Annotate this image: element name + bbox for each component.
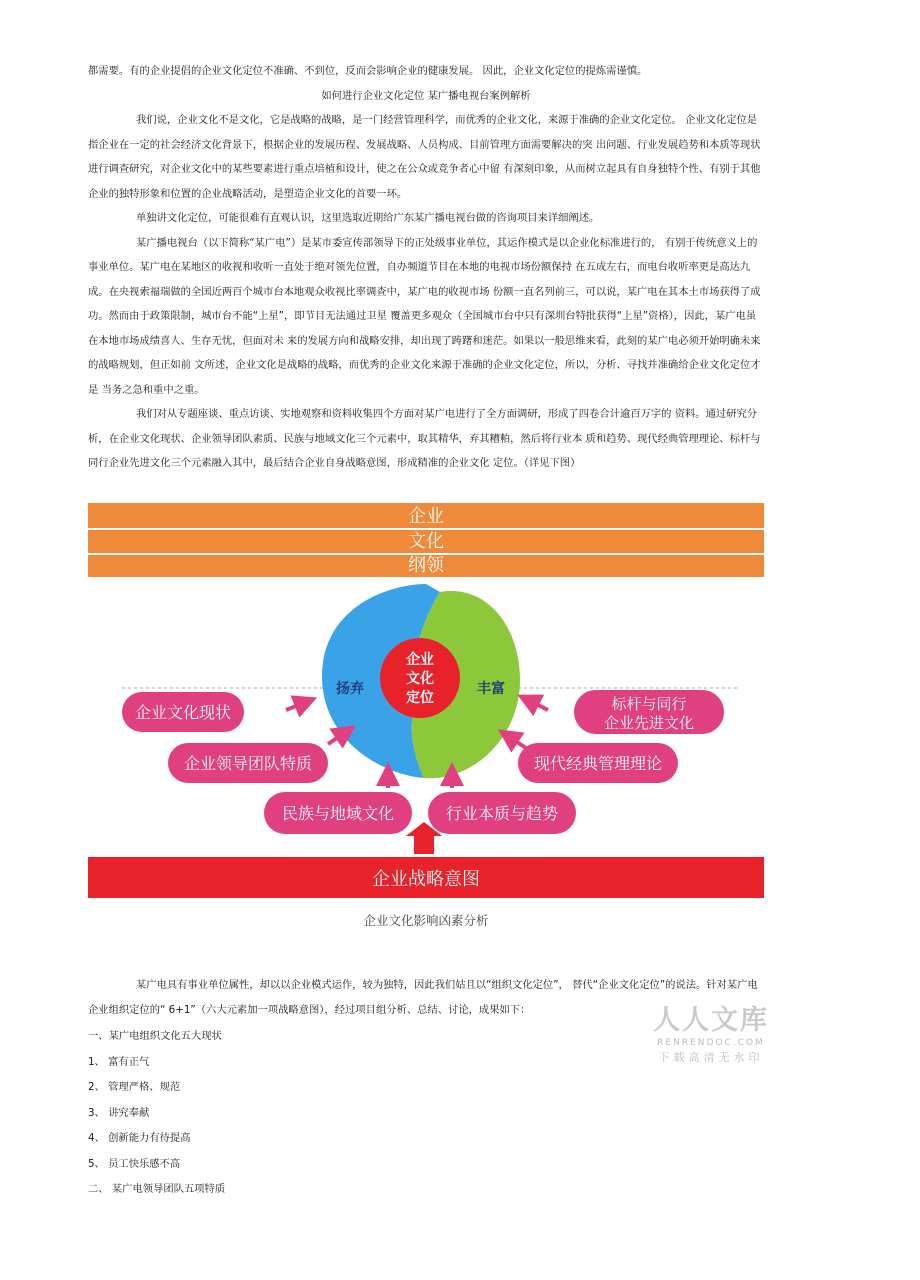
paragraph-definition: 我们说，企业文化不是文化，它是战略的战略，是一门经营管理科学，而优秀的企业文化，来源于准确的企业文化定位。 企业文化定位是指企业在一定的社会经济文化背景下，根据企业的发展历程、发展战略、人员构成、目前管理方面需要解决的突 出问题、行业发展趋势和本质等现状进行调查研究，对企业文化中的某些要素进行重点培植和设计，使之在公众或竞争者心中留 有深刻印象，从而树立起具有自身独特个性、有别于其他企业的独特形象和位置的企业战略活动，是塑造企业文化的首要一环。 [88,114,761,200]
list-item: 2、 管理严格、规范 [88,1081,181,1093]
list-item: 3、 讲究奉献 [88,1106,150,1119]
list-item: 1、 富有正气 [88,1055,150,1068]
watermark-domain: RENRENDOC.COM [657,1038,765,1048]
center-label-line1: 企业 [406,652,434,668]
section-heading: 如何进行企业文化定位 某广播电视台案例解析 [321,89,531,102]
arrow-left-2 [328,732,346,744]
pill-industry-trend-label: 行业本质与趋势 [445,804,559,823]
list-heading-leadership: 二、 某广电领导团队五项特质 [88,1183,226,1195]
paragraph-case-intro: 单独讲文化定位，可能很难有直观认识，这里选取近期给广东某广播电视台做的咨询项目来详细阐述。 [136,212,600,224]
pill-leadership-traits-label: 企业领导团队特质 [183,754,313,773]
watermark [648,1005,774,1066]
pill-modern-management-label: 现代经典管理理论 [533,754,663,773]
list-item: 5、 员工快乐感不高 [88,1157,181,1170]
center-label-line2: 文化 [406,671,434,687]
pill-benchmark-label-1: 标杆与同行 [611,695,687,713]
culture-program-band-line1: 企业 [88,503,764,528]
list-item: 4、 创新能力有待提高 [88,1132,191,1144]
paragraph-intro: 都需要。有的企业提倡的企业文化定位不准确、不到位，反而会影响企业的健康发展。 因此，企业文化定位的提炼需谨慎。 [88,65,648,77]
arrow-left-1 [286,702,306,710]
culture-program-band-line2: 文化 [88,530,764,553]
watermark-logo-text: 人人文库 [653,1005,769,1036]
discard-label: 扬弃 [336,681,364,697]
arrow-right-1 [528,700,548,710]
culture-factor-diagram [88,578,764,857]
pill-culture-status-label: 企业文化现状 [134,703,232,722]
paragraph-research: 我们对从专题座谈、重点访谈、实地观察和资料收集四个方面对某广电进行了全方面调研，形成了四卷合计逾百万字的 资料。通过研究分析，在企业文化现状、企业领导团队素质、民族与地域文化三个元素中，取其精华，弃其糟粕，然后将行业本 质和趋势、现代经典管理理论、标杆与同行企业先进文化三个元素融入其中，最后结合企业自身战略意图，形成精准的企业文化 定位。（详见下图） [88,408,761,469]
paragraph-case-background: 某广播电视台（以下简称“某广电”）是某市委宣传部领导下的正处级事业单位，其运作模式是以企业化标准进行的， 有别于传统意义上的事业单位。某广电在某地区的收视和收听一直处于绝对领先位置，自办频道节目在本地的电视市场份额保持 在五成左右，而电台收听率更是高达九成。在央视索福瑞做的全国近两百个城市台本地观众收视比率调查中，某广电的收视市场 份额一直名列前三，可以说，某广电在其本土市场获得了成功。然而由于政策限制，城市台不能“上星”，即节目无法通过卫星 覆盖更多观众（全国城市台中只有深圳台特批获得“上星”资格），因此，某广电虽在本地市场成绩喜人、生存无忧，但面对未 来的发展方向和战略安排，却出现了踌躇和迷茫。如果以一般思维来看，此刻的某广电必须开始明确未来的战略规划，但正如前 文所述，企业文化是战略的战略，而优秀的企业文化来源于准确的企业文化定位，所以，分析、寻找并准确给企业文化定位才是 当务之急和重中之重。 [88,236,761,396]
center-label-line3: 定位 [406,690,434,706]
arrow-right-2 [508,736,526,748]
figure-caption: 企业文化影响凶素分析 [363,913,489,928]
watermark-slogan: 下载高清无水印 [658,1051,764,1064]
culture-program-band-line3: 纲领 [88,555,764,577]
text-section-top [88,59,764,476]
enrich-label: 丰富 [477,681,505,697]
strategy-intent-band: 企业战略意图 [88,857,764,898]
pill-benchmark-label-2: 企业先进文化 [603,714,695,732]
pill-ethnic-regional-label: 民族与地域文化 [281,804,395,823]
list-heading-status: 一、某广电组织文化五大现状 [88,1030,222,1042]
paragraph-six-plus-one: 某广电具有事业单位属性，却以以企业模式运作，较为独特，因此我们姑且以“组织文化定位”， 替代“企业文化定位”的说法。针对某广电企业组织定位的“ 6+1”（六大元素加一项战略意图），经过项目组分析、总结、讨论，成果如下： [88,979,758,1016]
